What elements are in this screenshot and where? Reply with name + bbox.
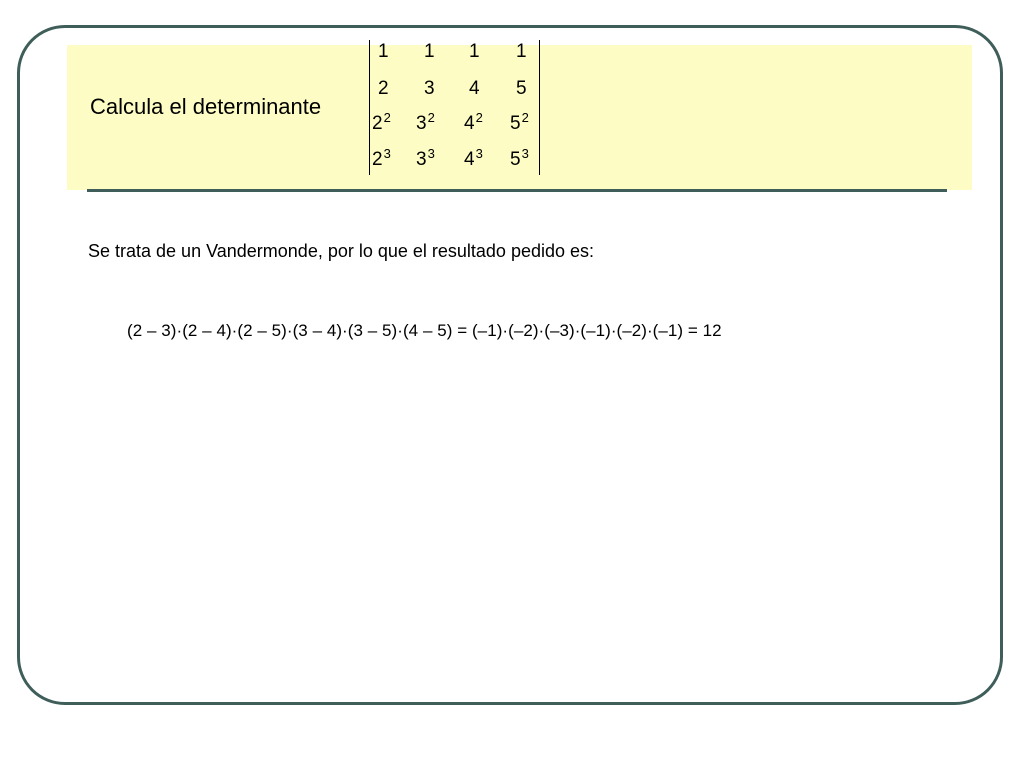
determinant-cell: 1 [424, 41, 435, 62]
determinant-cell: $3^3$ [416, 146, 435, 170]
determinant-row [370, 40, 539, 70]
determinant-cell: $4^3$ [464, 146, 483, 170]
determinant-cell: $3^2$ [416, 110, 435, 134]
determinant-cell: 4 [469, 78, 480, 99]
determinant-cell: $5^2$ [510, 110, 529, 134]
determinant-cell: 5 [516, 78, 527, 99]
determinant-matrix [369, 40, 540, 175]
determinant-row [370, 77, 539, 107]
determinant-cell: $4^2$ [464, 110, 483, 134]
explanation-text: Se trata de un Vandermonde, por lo que el resultado pedido es: [88, 241, 595, 261]
determinant-cell: 1 [378, 41, 389, 62]
determinant-row [370, 112, 539, 142]
title-divider [87, 189, 947, 192]
determinant-cell: $5^3$ [510, 146, 529, 170]
determinant-cell: $2^3$ [372, 146, 391, 170]
determinant-cell: 3 [424, 78, 435, 99]
determinant-cell: 2 [378, 78, 389, 99]
determinant-row [370, 148, 539, 178]
determinant-cell: 1 [469, 41, 480, 62]
slide-title: Calcula el determinante [90, 94, 322, 119]
determinant-cell: $2^2$ [372, 110, 391, 134]
determinant-cell: 1 [516, 41, 527, 62]
result-equation: (2 – 3)·(2 – 4)·(2 – 5)·(3 – 4)·(3 – 5)·(4 – 5) = (–1)·(–2)·(–3)·(–1)·(–2)·(–1) = 12 [127, 321, 722, 340]
